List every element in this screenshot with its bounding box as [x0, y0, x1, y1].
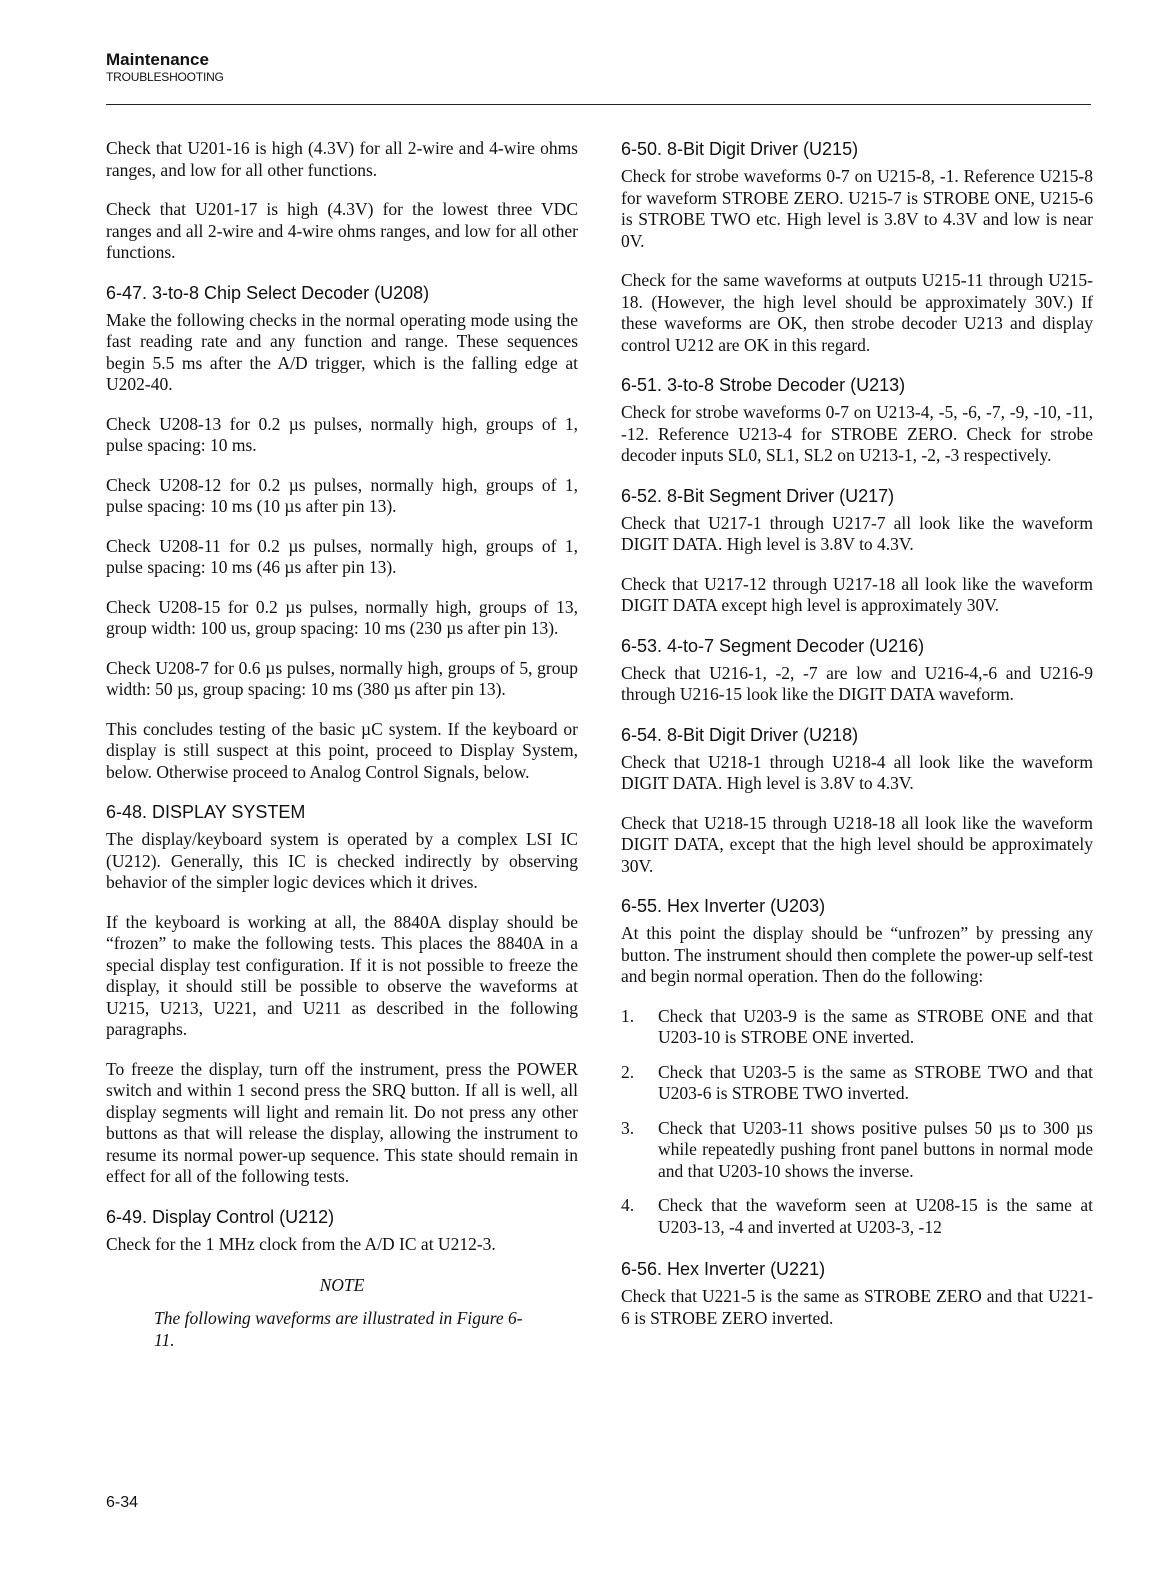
- paragraph: To freeze the display, turn off the instrument, press the POWER switch and within 1 second press the SRQ button. If all is well, all display segments will light and remain lit. Do not press any other buttons as that will release the display, allowing the instrument to resume its normal power-up sequence. This state should remain in effect for all of the following tests.: [106, 1058, 578, 1186]
- paragraph: Check that U201-16 is high (4.3V) for all 2-wire and 4-wire ohms ranges, and low for all other functions.: [106, 138, 578, 180]
- section-heading-6-56: 6-56. Hex Inverter (U221): [621, 1259, 826, 1279]
- numbered-list: [621, 1006, 1093, 1239]
- list-item-number: 2.: [621, 1061, 635, 1082]
- list-item: [621, 1006, 1093, 1049]
- section-heading-6-52: 6-52. 8-Bit Segment Driver (U217): [621, 485, 895, 506]
- paragraph: Check for strobe waveforms 0-7 on U215-8, -1. Reference U215-8 for waveform STROBE ZERO. U215-7 is STROBE ONE, U215-6 is STROBE TWO etc. High level is 3.8V to 4.3V and low is near 0V.: [621, 166, 1093, 251]
- paragraph: If the keyboard is working at all, the 8840A display should be “frozen” to make the following tests. This places the 8840A in a special display test configuration. If it is not possible to freeze the display, it should still be possible to observe the waveforms at U215, U213, U221, and U211 as described in the following paragraphs.: [106, 911, 578, 1039]
- paragraph: Check that U221-5 is the same as STROBE ZERO and that U221-6 is STROBE ZERO inverted.: [621, 1286, 1093, 1328]
- list-item-text: Check that U203-5 is the same as STROBE TWO and that U203-6 is STROBE TWO inverted.: [658, 1061, 1093, 1103]
- note-body: The following waveforms are illustrated in Figure 6-11.: [154, 1308, 523, 1350]
- paragraph: Check U208-15 for 0.2 µs pulses, normally high, groups of 13, group width: 100 us, group spacing: 10 ms (230 µs after pin 13).: [106, 596, 578, 638]
- paragraph: Check that U218-1 through U218-4 all look like the waveform DIGIT DATA. High level is 3.8V to 4.3V.: [621, 751, 1093, 793]
- paragraph: Make the following checks in the normal operating mode using the fast reading rate and any function and range. These sequences begin 5.5 ms after the A/D trigger, which is the falling edge at U202-40.: [106, 309, 578, 394]
- paragraph: At this point the display should be “unfrozen” by pressing any button. The instrument should then complete the power-up self-test and begin normal operation. Then do the following:: [621, 923, 1093, 986]
- page-number: 6-34: [106, 1494, 139, 1511]
- section-heading-6-54: 6-54. 8-Bit Digit Driver (U218): [621, 724, 859, 745]
- list-item: [621, 1195, 1093, 1238]
- section-heading-6-55: 6-55. Hex Inverter (U203): [621, 896, 826, 916]
- list-item-number: 1.: [621, 1005, 635, 1026]
- paragraph: This concludes testing of the basic µC system. If the keyboard or display is still suspect at this point, proceed to Display System, below. Otherwise proceed to Analog Control Signals, below.: [106, 718, 578, 782]
- section-heading-6-47: 6-47. 3-to-8 Chip Select Decoder (U208): [106, 282, 430, 303]
- paragraph: Check that U218-15 through U218-18 all look like the waveform DIGIT DATA, except that the high level should be approximately 30V.: [621, 812, 1093, 876]
- paragraph: Check that U216-1, -2, -7 are low and U216-4,-6 and U216-9 through U216-15 look like the DIGIT DATA waveform.: [621, 662, 1093, 704]
- list-item-text: Check that U203-11 shows positive pulses 50 µs to 300 µs while repeatedly pushing front panel buttons in normal mode and that U203-10 shows the inverse.: [658, 1117, 1093, 1181]
- paragraph: Check that U217-12 through U217-18 all look like the waveform DIGIT DATA except high level is approximately 30V.: [621, 573, 1093, 615]
- list-item-number: 4.: [621, 1195, 635, 1215]
- section-heading-6-49: 6-49. Display Control (U212): [106, 1206, 335, 1227]
- note-title: NOTE: [319, 1275, 365, 1295]
- section-heading-6-51: 6-51. 3-to-8 Strobe Decoder (U213): [621, 375, 906, 395]
- left-column: [106, 138, 578, 1351]
- paragraph: Check for the 1 MHz clock from the A/D IC at U212-3.: [106, 1233, 496, 1254]
- paragraph: Check U208-12 for 0.2 µs pulses, normally high, groups of 1, pulse spacing: 10 ms (10 µs after pin 13).: [106, 474, 578, 516]
- paragraph: The display/keyboard system is operated by a complex LSI IC (U212). Generally, this IC is checked indirectly by observing behavior of the simpler logic devices which it drives.: [106, 829, 578, 892]
- header-rule: [106, 104, 1091, 105]
- paragraph: Check U208-11 for 0.2 µs pulses, normally high, groups of 1, pulse spacing: 10 ms (46 µs after pin 13).: [106, 535, 578, 577]
- section-heading-6-50: 6-50. 8-Bit Digit Driver (U215): [621, 139, 859, 159]
- paragraph: Check that U201-17 is high (4.3V) for the lowest three VDC ranges and all 2-wire and 4-wire ohms ranges, and low for all other functions.: [106, 199, 578, 262]
- paragraph: Check for the same waveforms at outputs U215-11 through U215-18. (However, the high level should be approximately 30V.) If these waveforms are OK, then strobe decoder U213 and display control U212 are OK in this regard.: [621, 270, 1093, 355]
- header-subtitle: TROUBLESHOOTING: [106, 70, 224, 84]
- section-heading-6-53: 6-53. 4-to-7 Segment Decoder (U216): [621, 635, 925, 656]
- section-heading-6-48: 6-48. DISPLAY SYSTEM: [106, 802, 306, 822]
- list-item-number: 3.: [621, 1117, 635, 1138]
- list-item: [621, 1118, 1093, 1183]
- paragraph: Check that U217-1 through U217-7 all look like the waveform DIGIT DATA. High level is 3.8V to 4.3V.: [621, 512, 1093, 554]
- list-item-text: Check that U203-9 is the same as STROBE ONE and that U203-10 is STROBE ONE inverted.: [658, 1005, 1093, 1047]
- list-item: [621, 1062, 1093, 1105]
- header-title: Maintenance: [106, 50, 209, 69]
- paragraph: Check U208-7 for 0.6 µs pulses, normally high, groups of 5, group width: 50 µs, group spacing: 10 ms (380 µs after pin 13).: [106, 657, 578, 699]
- page-header: [106, 50, 224, 84]
- list-item-text: Check that the waveform seen at U208-15 is the same at U203-13, -4 and inverted at U203-3, -12: [658, 1195, 1093, 1237]
- paragraph: Check U208-13 for 0.2 µs pulses, normally high, groups of 1, pulse spacing: 10 ms.: [106, 413, 578, 455]
- right-column: [621, 138, 1093, 1347]
- paragraph: Check for strobe waveforms 0-7 on U213-4, -5, -6, -7, -9, -10, -11, -12. Reference U213-4 for STROBE ZERO. Check for strobe decoder inputs SL0, SL1, SL2 on U213-1, -2, -3 respectively.: [621, 402, 1093, 465]
